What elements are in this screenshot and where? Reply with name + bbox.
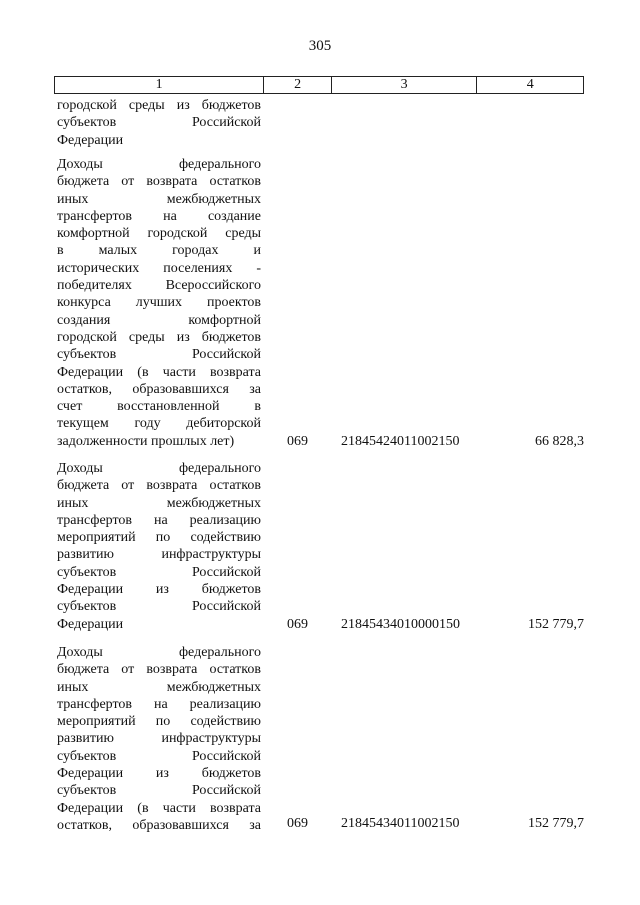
description-line: городской среды из бюджетов [57, 329, 261, 345]
description-line: развитию инфраструктуры [57, 731, 261, 747]
description-line: иных межбюджетных [57, 679, 261, 695]
description-line: развитию инфраструктуры [57, 547, 261, 563]
table-row-description [57, 156, 261, 450]
description-line: трансфертов на реализацию [57, 512, 261, 528]
description-line: задолженности прошлых лет) [57, 433, 235, 449]
table-row-description [57, 460, 261, 633]
description-line: субъектов Российской [57, 115, 261, 131]
row-amount: 152 779,7 [528, 816, 584, 831]
description-line: городской среды из бюджетов [57, 98, 261, 113]
description-line: Доходы федерального [57, 645, 261, 660]
description-line: трансфертов на реализацию [57, 696, 261, 712]
row-code: 069 [287, 816, 308, 831]
description-line: трансфертов на создание [57, 208, 261, 224]
description-line: Федерации (в части возврата [57, 364, 261, 380]
description-line: субъектов Российской [57, 347, 261, 363]
column-header-1: 1 [55, 77, 264, 93]
description-line: Доходы федерального [57, 461, 261, 476]
description-line: Федерации из бюджетов [57, 582, 261, 598]
description-line: комфортной городской среды [57, 226, 261, 242]
description-line: остатков, образовавшихся за [57, 381, 261, 397]
description-line: бюджета от возврата остатков [57, 662, 261, 678]
column-header-3: 3 [332, 77, 477, 93]
description-line: мероприятий по содействию [57, 714, 261, 730]
description-line: Федерации [57, 132, 124, 148]
column-header-2: 2 [264, 77, 332, 93]
description-line: создания комфортной [57, 312, 261, 328]
description-line: субъектов Российской [57, 564, 261, 580]
row-code: 069 [287, 617, 308, 632]
description-line: Федерации [57, 616, 124, 632]
description-line: Доходы федерального [57, 157, 261, 172]
row-amount: 152 779,7 [528, 617, 584, 632]
description-line: бюджета от возврата остатков [57, 478, 261, 494]
description-line: Федерации (в части возврата [57, 800, 261, 816]
column-header-4: 4 [526, 77, 534, 92]
row-kbk: 21845434010000150 [341, 617, 460, 632]
row-code: 069 [287, 434, 308, 449]
description-line: мероприятий по содействию [57, 530, 261, 546]
row-kbk: 21845434011002150 [341, 816, 460, 831]
page-number: 305 [308, 38, 332, 54]
table-header [54, 76, 584, 94]
description-line: в малых городах и [57, 243, 261, 259]
description-line: победителях Всероссийского [57, 278, 261, 294]
description-line: остатков, образовавшихся за [57, 817, 261, 833]
table-row-description [57, 644, 261, 834]
description-line: текущем году дебиторской [57, 416, 261, 432]
description-line: Федерации из бюджетов [57, 766, 261, 782]
description-line: иных межбюджетных [57, 495, 261, 511]
description-line: конкурса лучших проектов [57, 295, 261, 311]
description-line: исторических поселениях - [57, 260, 261, 276]
description-line: иных межбюджетных [57, 191, 261, 207]
description-line: субъектов Российской [57, 599, 261, 615]
description-line: субъектов Российской [57, 748, 261, 764]
description-line: субъектов Российской [57, 783, 261, 799]
row-kbk: 21845424011002150 [341, 434, 460, 449]
description-line: счет восстановленной в [57, 399, 261, 415]
description-line: бюджета от возврата остатков [57, 174, 261, 190]
row-amount: 66 828,3 [535, 434, 584, 449]
table-row-description [57, 97, 261, 149]
